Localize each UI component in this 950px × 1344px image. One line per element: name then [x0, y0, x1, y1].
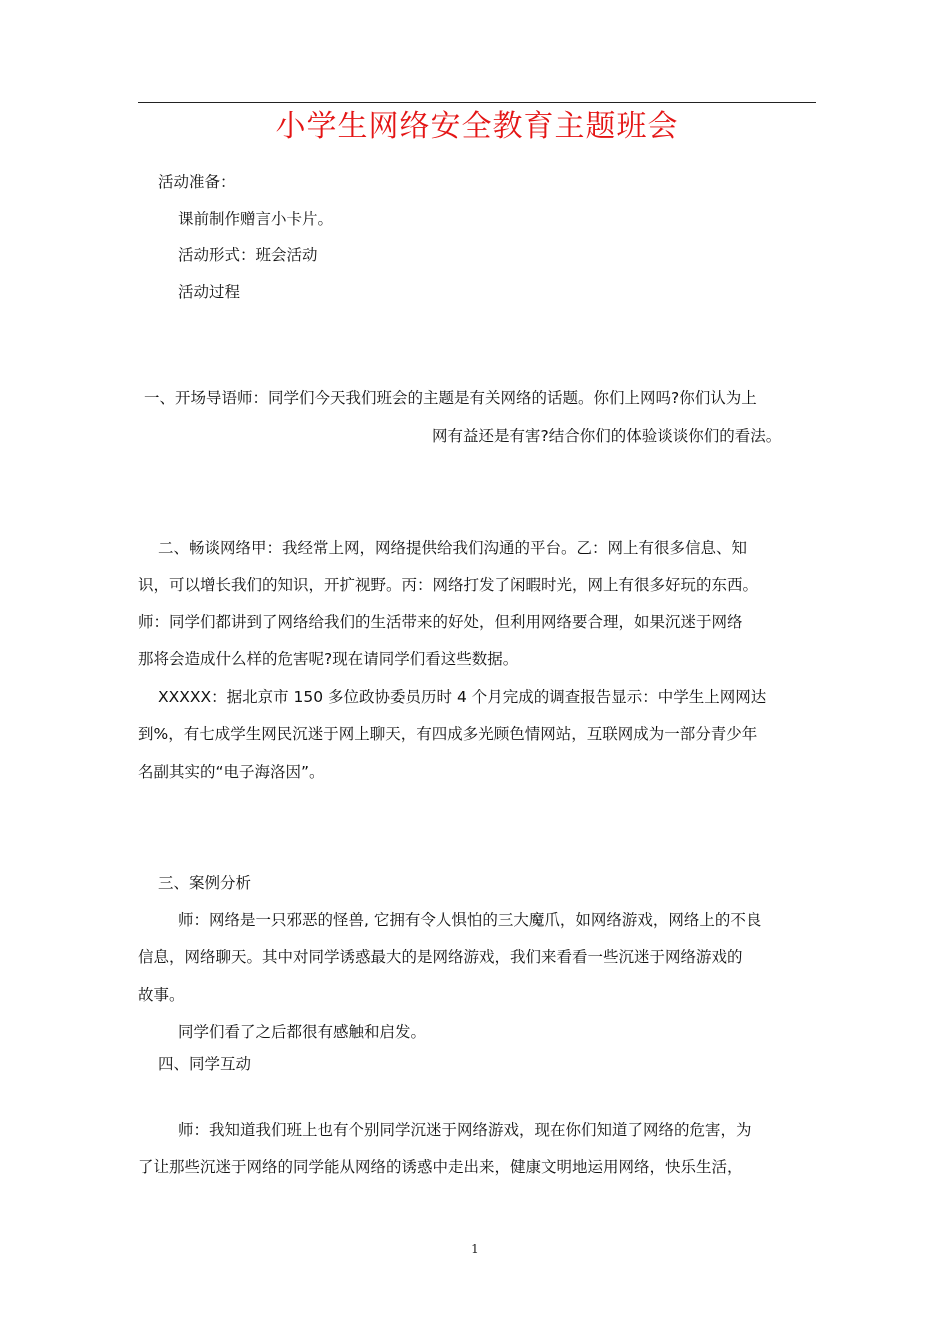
header-rule — [138, 102, 816, 103]
section-heading: 四、同学互动 — [158, 1055, 252, 1073]
text-line: 活动形式：班会活动 — [178, 246, 318, 264]
text-line: 那将会造成什么样的危害呢?现在请同学们看这些数据。 — [138, 650, 519, 668]
text-line: 一、开场导语师：同学们今天我们班会的主题是有关网络的话题。你们上网吗?你们认为上 — [144, 389, 757, 407]
text-line: 师：网络是一只邪恶的怪兽, 它拥有令人惧怕的三大魔爪，如网络游戏，网络上的不良 — [178, 911, 762, 929]
text-line: 课前制作赠言小卡片。 — [178, 210, 334, 228]
text-line: 到%，有七成学生网民沉迷于网上聊天，有四成多光顾色情网站，互联网成为一部分青少年 — [138, 725, 758, 743]
page-number: 1 — [471, 1242, 479, 1256]
text-line: 活动过程 — [178, 283, 241, 301]
text-line: 名副其实的“电子海洛因”。 — [138, 763, 325, 781]
page-title: 小学生网络安全教育主题班会 — [275, 109, 679, 144]
text-line: 信息，网络聊天。其中对同学诱惑最大的是网络游戏，我们来看看一些沉迷于网络游戏的 — [138, 948, 743, 966]
text-line: 网有益还是有害?结合你们的体验谈谈你们的看法。 — [432, 427, 782, 445]
text-line: 师：我知道我们班上也有个别同学沉迷于网络游戏，现在你们知道了网络的危害，为 — [178, 1121, 752, 1139]
section-heading: 三、案例分析 — [158, 874, 252, 892]
text-line: 二、畅谈网络甲：我经常上网，网络提供给我们沟通的平台。乙：网上有很多信息、知 — [158, 539, 748, 557]
text-line: 同学们看了之后都很有感触和启发。 — [178, 1023, 427, 1041]
text-line: 了让那些沉迷于网络的同学能从网络的诱惑中走出来，健康文明地运用网络，快乐生活， — [138, 1158, 743, 1176]
text-line: 故事。 — [138, 986, 185, 1004]
text-line: 师：同学们都讲到了网络给我们的生活带来的好处，但利用网络要合理，如果沉迷于网络 — [138, 613, 743, 631]
text-line: 活动准备： — [158, 173, 236, 191]
text-line: XXXXX：据北京市 150 多位政协委员历时 4 个月完成的调查报告显示：中学生上网网达 — [158, 688, 767, 706]
text-line: 识，可以增长我们的知识，开扩视野。丙：网络打发了闲暇时光，网上有很多好玩的东西。 — [138, 576, 759, 594]
